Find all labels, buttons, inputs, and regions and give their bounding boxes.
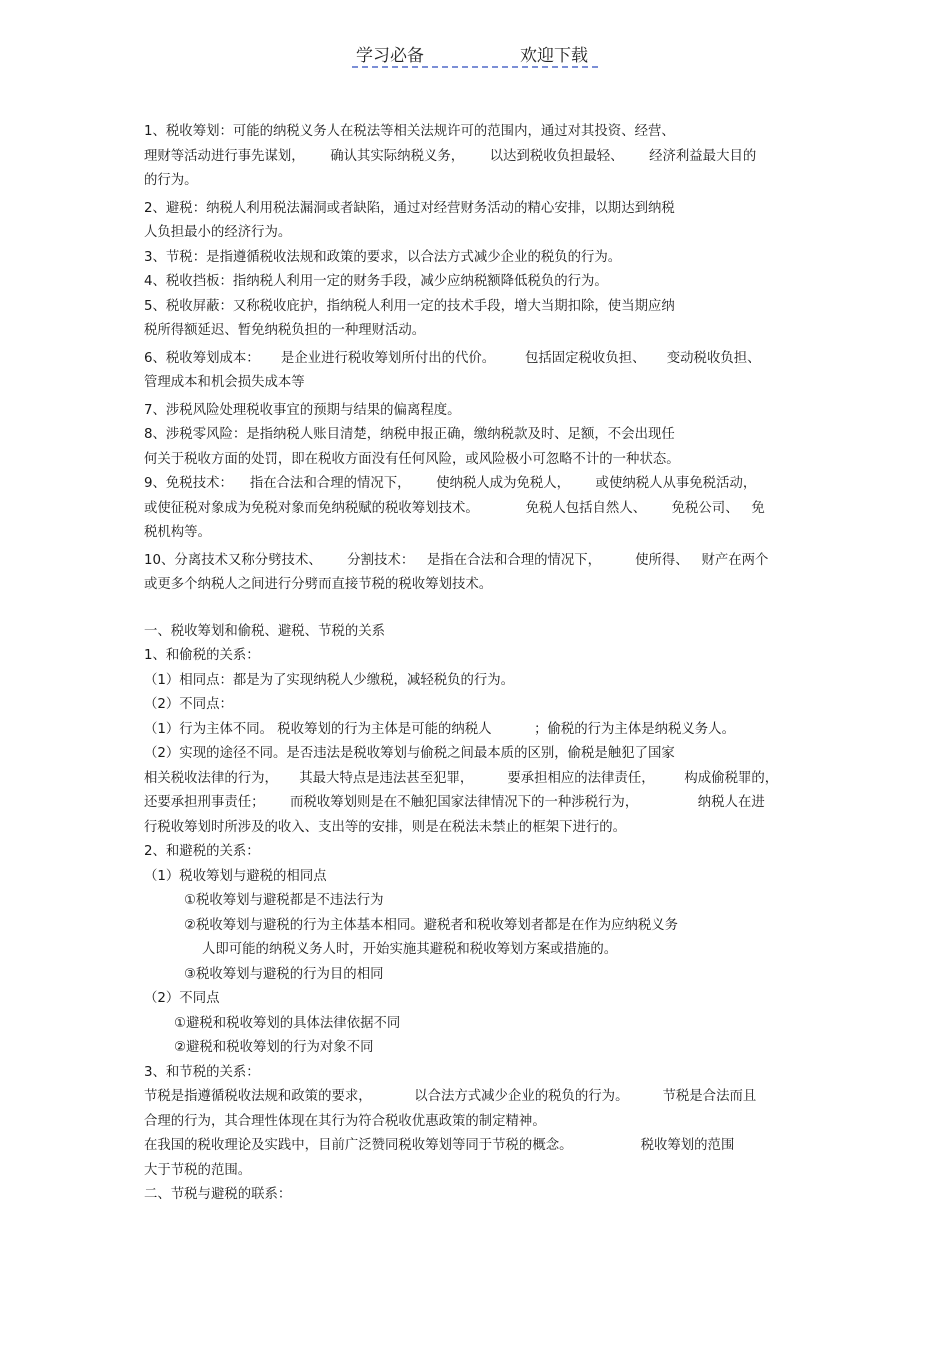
text-line: 税所得额延迟、暂免纳税负担的一种理财活动。 <box>144 323 426 338</box>
text-line: 还要承担刑事责任； 而税收筹划则是在不触犯国家法律情况下的一种涉税行为， 纳税人在进 <box>144 795 765 810</box>
header-left-text: 学习必备 <box>356 46 424 66</box>
text-line: （2）实现的途径不同。是否违法是税收筹划与偷税之间最本质的区别，偷税是触犯了国家 <box>144 746 675 761</box>
text-line: 9、免税技术： 指在合法和合理的情况下， 使纳税人成为免税人， 或使纳税人从事免税活动， <box>144 476 757 491</box>
text-line: 3、和节税的关系： <box>144 1064 260 1080</box>
text-line: ②税收筹划与避税的行为主体基本相同。避税者和税收筹划者都是在作为应纳税义务 <box>184 917 679 933</box>
text-line: （2）不同点： <box>144 697 233 712</box>
text-line: 相关税收法律的行为， 其最大特点是违法甚至犯罪， 要承担相应的法律责任， 构成偷税罪的， <box>144 770 779 786</box>
text-line: 节税是指遵循税收法规和政策的要求， 以合法方式减少企业的税负的行为。 节税是合法而且 <box>144 1089 757 1104</box>
text-line: 在我国的税收理论及实践中，目前广泛赞同税收筹划等同于节税的概念。 税收筹划的范围 <box>144 1138 735 1153</box>
text-line: 的行为。 <box>144 173 198 188</box>
text-line: 5、税收屏蔽：又称税收庇护，指纳税人利用一定的技术手段，增大当期扣除，使当期应纳 <box>144 298 675 314</box>
text-line: 8、涉税零风险：是指纳税人账目清楚，纳税申报正确，缴纳税款及时、足额，不会出现任 <box>144 427 675 442</box>
text-line: （2）不同点 <box>144 991 220 1006</box>
section-heading: 一、税收筹划和偷税、避税、节税的关系 <box>144 623 386 639</box>
text-line: （1）税收筹划与避税的相同点 <box>144 868 327 884</box>
text-line: （1）行为主体不同。 税收筹划的行为主体是可能的纳税人 ；偷税的行为主体是纳税义务人。 <box>144 721 735 737</box>
text-line: 2、和避税的关系： <box>144 844 260 859</box>
text-line: 6、税收筹划成本： 是企业进行税收筹划所付出的代价。 包括固定税收负担、 变动税收负担、 <box>144 350 761 366</box>
text-line: 大于节税的范围。 <box>144 1162 252 1178</box>
text-line: 1、和偷税的关系： <box>144 648 260 663</box>
text-line: 合理的行为，其合理性体现在其行为符合税收优惠政策的制定精神。 <box>144 1113 546 1129</box>
text-line: 或更多个纳税人之间进行分劈而直接节税的税收筹划技术。 <box>144 577 493 592</box>
text-line: ②避税和税收筹划的行为对象不同 <box>174 1040 374 1055</box>
text-line: 2、避税：纳税人利用税法漏洞或者缺陷，通过对经营财务活动的精心安排，以期达到纳税 <box>144 200 675 216</box>
text-line: 3、节税：是指遵循税收法规和政策的要求，以合法方式减少企业的税负的行为。 <box>144 249 622 265</box>
text-line: 税机构等。 <box>144 525 211 540</box>
section-heading: 二、节税与避税的联系： <box>144 1187 292 1202</box>
text-line: 10、分离技术又称分劈技术、 分割技术： 是指在合法和合理的情况下， 使所得、 财产在两个 <box>144 552 769 568</box>
document-body <box>144 120 812 1208</box>
text-line: 或使征税对象成为免税对象而免纳税赋的税收筹划技术。 免税人包括自然人、 免税公司、 免 <box>144 500 765 516</box>
text-line: 行税收筹划时所涉及的收入、支出等的安排，则是在税法未禁止的框架下进行的。 <box>144 819 627 835</box>
text-line: 4、税收挡板：指纳税人利用一定的财务手段，减少应纳税额降低税负的行为。 <box>144 274 608 289</box>
page-header <box>352 40 598 68</box>
text-line: 理财等活动进行事先谋划， 确认其实际纳税义务， 以达到税收负担最轻、 经济利益最大目的 <box>144 148 757 164</box>
text-line: 7、涉税风险处理税收事宜的预期与结果的偏离程度。 <box>144 402 461 418</box>
text-line: ①税收筹划与避税都是不违法行为 <box>184 893 384 908</box>
text-line: 人即可能的纳税义务人时，开始实施其避税和税收筹划方案或措施的。 <box>202 942 618 957</box>
text-line: 何关于税收方面的处罚，即在税收方面没有任何风险，或风险极小可忽略不计的一种状态。 <box>144 451 680 467</box>
header-right-text: 欢迎下载 <box>520 46 588 66</box>
text-line: ③税收筹划与避税的行为目的相同 <box>184 966 384 982</box>
text-line: 1、税收筹划：可能的纳税义务人在税法等相关法规许可的范围内，通过对其投资、经营、 <box>144 124 675 139</box>
text-line: ①避税和税收筹划的具体法律依据不同 <box>174 1015 401 1031</box>
text-line: 管理成本和机会损失成本等 <box>144 375 305 390</box>
text-line: （1）相同点：都是为了实现纳税人少缴税，减轻税负的行为。 <box>144 672 515 688</box>
text-line: 人负担最小的经济行为。 <box>144 225 292 240</box>
